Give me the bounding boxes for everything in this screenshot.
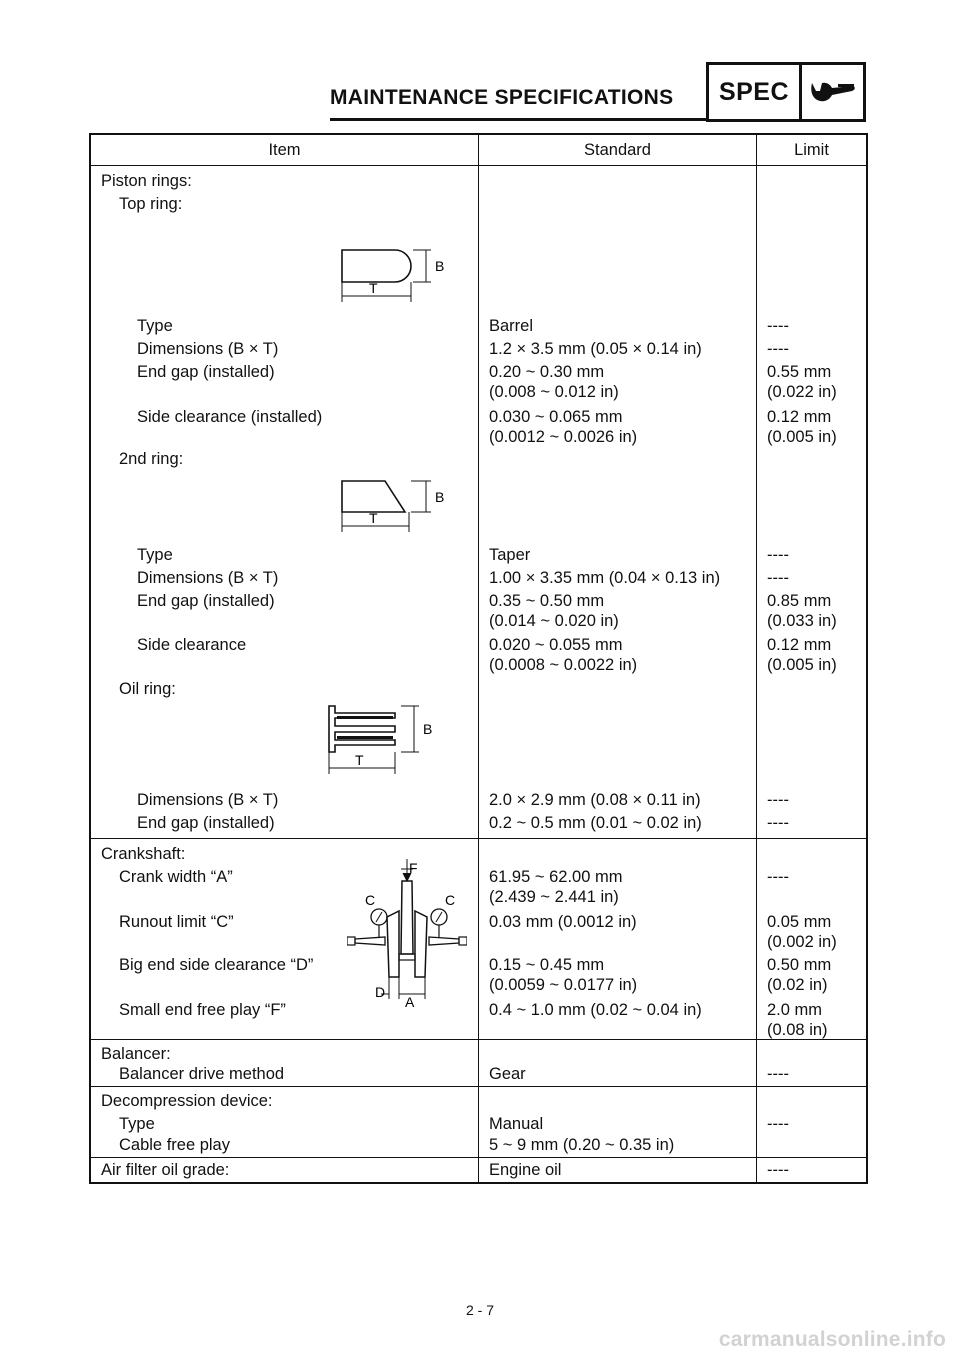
second-ring-side-clearance-standard-in: (0.0008 ~ 0.0022 in) (489, 656, 638, 674)
subheading-oil-ring: Oil ring: (119, 680, 176, 698)
second-ring-end-gap-limit: 0.85 mm (767, 592, 832, 610)
second-ring-type-standard: Taper (489, 546, 531, 564)
top-ring-side-clearance-standard-in: (0.0012 ~ 0.0026 in) (489, 428, 638, 446)
section-balancer (91, 1040, 866, 1087)
small-end-free-play: Small end free play “F” (119, 1001, 286, 1019)
big-end-side-clearance: Big end side clearance “D” (119, 956, 314, 974)
section-piston-rings (91, 166, 866, 839)
air-filter-oil-grade-limit: ---- (767, 1161, 789, 1179)
second-ring-side-clearance-standard: 0.020 ~ 0.055 mm (489, 636, 623, 654)
oil-ring-dimensions-limit: ---- (767, 791, 789, 809)
top-ring-dimensions-standard: 1.2 × 3.5 mm (0.05 × 0.14 in) (489, 340, 702, 358)
specifications-table (89, 133, 868, 1184)
fig-label-c: C (365, 892, 376, 908)
fig-label-a: A (405, 994, 415, 1009)
cable-free-play: Cable free play (119, 1136, 230, 1154)
column-header-limit: Limit (794, 140, 829, 159)
second-ring-dimensions-limit: ---- (767, 569, 789, 587)
top-ring-side-clearance-standard: 0.030 ~ 0.065 mm (489, 408, 623, 426)
section-heading: Decompression device: (101, 1092, 273, 1110)
second-ring-diagram (335, 466, 455, 532)
top-ring-end-gap-limit-in: (0.022 in) (767, 383, 837, 401)
page-title: MAINTENANCE SPECIFICATIONS (330, 86, 674, 109)
subheading-top-ring: Top ring: (119, 195, 183, 213)
second-ring-end-gap: End gap (installed) (137, 592, 275, 610)
top-ring-end-gap-limit: 0.55 mm (767, 363, 832, 381)
fig-label-t: T (355, 752, 364, 768)
fig-label-b: B (423, 721, 433, 737)
runout-limit: Runout limit “C” (119, 913, 234, 931)
section-decompression (91, 1087, 866, 1158)
second-ring-end-gap-standard-in: (0.014 ~ 0.020 in) (489, 612, 619, 630)
cable-free-play-standard: 5 ~ 9 mm (0.20 ~ 0.35 in) (489, 1136, 675, 1154)
air-filter-oil-grade: Air filter oil grade: (101, 1161, 230, 1179)
second-ring-dimensions: Dimensions (B × T) (137, 569, 279, 587)
balancer-drive-method: Balancer drive method (119, 1065, 285, 1083)
second-ring-dimensions-standard: 1.00 × 3.35 mm (0.04 × 0.13 in) (489, 569, 721, 587)
runout-limit-limit-in: (0.002 in) (767, 933, 837, 951)
runout-limit-standard: 0.03 mm (0.0012 in) (489, 913, 637, 931)
title-underline (330, 118, 706, 121)
column-header-standard: Standard (479, 135, 757, 165)
big-end-side-clearance-limit: 0.50 mm (767, 956, 832, 974)
big-end-side-clearance-standard-in: (0.0059 ~ 0.0177 in) (489, 976, 638, 994)
spec-badge-label: SPEC (709, 65, 802, 119)
top-ring-type-limit: ---- (767, 317, 789, 335)
second-ring-type-limit: ---- (767, 546, 789, 564)
top-ring-end-gap-standard-in: (0.008 ~ 0.012 in) (489, 383, 619, 401)
crankshaft-diagram (347, 859, 467, 1009)
fig-label-d: D (375, 984, 386, 1000)
second-ring-end-gap-limit-in: (0.033 in) (767, 612, 837, 630)
fig-label-t: T (369, 510, 378, 526)
fig-label-c: C (445, 892, 456, 908)
section-heading: Piston rings: (101, 172, 192, 190)
balancer-drive-method-standard: Gear (489, 1065, 526, 1083)
crank-width-standard-in: (2.439 ~ 2.441 in) (489, 888, 619, 906)
top-ring-side-clearance: Side clearance (installed) (137, 408, 323, 426)
balancer-drive-method-limit: ---- (767, 1065, 789, 1083)
top-ring-side-clearance-limit: 0.12 mm (767, 408, 832, 426)
section-crankshaft (91, 839, 866, 1040)
big-end-side-clearance-limit-in: (0.02 in) (767, 976, 828, 994)
top-ring-end-gap-standard: 0.20 ~ 0.30 mm (489, 363, 605, 381)
oil-ring-diagram (323, 704, 443, 776)
second-ring-side-clearance: Side clearance (137, 636, 247, 654)
oil-ring-dimensions: Dimensions (B × T) (137, 791, 279, 809)
small-end-free-play-limit: 2.0 mm (767, 1001, 823, 1019)
second-ring-side-clearance-limit: 0.12 mm (767, 636, 832, 654)
big-end-side-clearance-standard: 0.15 ~ 0.45 mm (489, 956, 605, 974)
runout-limit-limit: 0.05 mm (767, 913, 832, 931)
small-end-free-play-standard: 0.4 ~ 1.0 mm (0.02 ~ 0.04 in) (489, 1001, 702, 1019)
oil-ring-dimensions-standard: 2.0 × 2.9 mm (0.08 × 0.11 in) (489, 791, 701, 809)
wrench-icon (802, 65, 863, 119)
top-ring-diagram (335, 216, 455, 302)
fig-label-t: T (369, 280, 378, 296)
fig-label-b: B (435, 258, 445, 274)
table-header (91, 135, 866, 166)
oil-ring-end-gap: End gap (installed) (137, 814, 275, 832)
subheading-2nd-ring: 2nd ring: (119, 450, 184, 468)
oil-ring-end-gap-standard: 0.2 ~ 0.5 mm (0.01 ~ 0.02 in) (489, 814, 702, 832)
top-ring-type: Type (137, 317, 173, 335)
top-ring-dimensions-limit: ---- (767, 340, 789, 358)
section-heading: Balancer: (101, 1045, 171, 1063)
decompression-type: Type (119, 1115, 155, 1133)
spec-badge (706, 62, 866, 122)
top-ring-dimensions: Dimensions (B × T) (137, 340, 279, 358)
fig-label-f: F (409, 860, 418, 876)
small-end-free-play-limit-in: (0.08 in) (767, 1021, 828, 1039)
top-ring-type-standard: Barrel (489, 317, 534, 335)
decompression-type-standard: Manual (489, 1115, 544, 1133)
air-filter-oil-grade-standard: Engine oil (489, 1161, 562, 1179)
top-ring-end-gap: End gap (installed) (137, 363, 275, 381)
fig-label-b: B (435, 489, 445, 505)
crank-width-limit: ---- (767, 868, 789, 886)
crank-width: Crank width “A” (119, 868, 233, 886)
second-ring-type: Type (137, 546, 173, 564)
decompression-type-limit: ---- (767, 1115, 789, 1133)
section-heading: Crankshaft: (101, 845, 186, 863)
second-ring-end-gap-standard: 0.35 ~ 0.50 mm (489, 592, 605, 610)
column-header-item: Item (91, 135, 479, 165)
page-number: 2 - 7 (465, 1302, 494, 1318)
watermark: carmanualsonline.info (718, 1328, 946, 1351)
oil-ring-end-gap-limit: ---- (767, 814, 789, 832)
top-ring-side-clearance-limit-in: (0.005 in) (767, 428, 837, 446)
section-air-filter (91, 1158, 866, 1182)
second-ring-side-clearance-limit-in: (0.005 in) (767, 656, 837, 674)
crank-width-standard: 61.95 ~ 62.00 mm (489, 868, 623, 886)
